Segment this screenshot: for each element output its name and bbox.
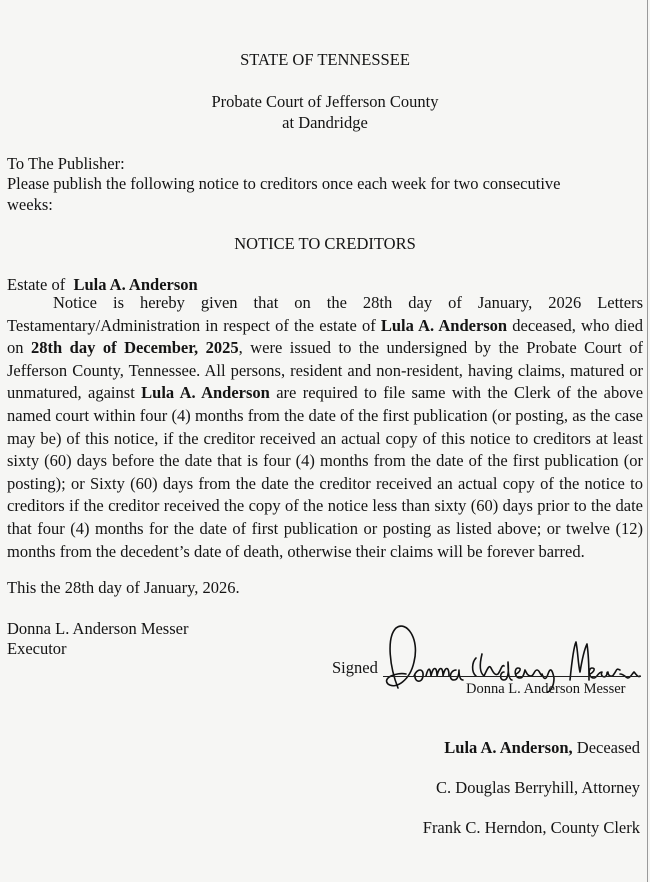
footer-clerk: Frank C. Herndon, County Clerk — [422, 818, 640, 837]
court-location: at Dandridge — [282, 113, 368, 132]
signed-label: Signed — [332, 658, 378, 677]
footer-decedent-status: Deceased — [576, 738, 640, 757]
body-part-2: deceased, who died on — [7, 315, 644, 358]
body-decedent-2: Lula A. Anderson — [141, 383, 270, 403]
dated-line: This the 28th day of January, 2026. — [7, 578, 240, 597]
state-heading: STATE OF TENNESSEE — [240, 50, 410, 69]
signer-printed-name: Donna L. Anderson Messer — [466, 681, 626, 697]
body-part-4: are required to file same with the Clerk of the above named court within four (4) months from the date of the first publication (or posting, as the case may be) of this notice, if the creditor received an actual copy of this notice to creditors at least sixty (60) days before the date that is four (4) months from the date of the first publication (or posting); or Sixty (60) days from the date the creditor received an actual copy of the notice to creditors if the creditor received the copy of the notice less than sixty (60) days prior to the date that four (4) months for the date of first publication or posting as listed above; or twelve (12) months from the decedent’s date of death, otherwise their claims will be forever barred. — [7, 383, 644, 561]
footer-decedent-name: Lula A. Anderson, — [444, 738, 573, 757]
body-part-1: Notice is hereby given that on the 28th day of January, 2026 Letters Testamentary/Administration in respect of the estate of — [7, 293, 643, 335]
footer-decedent — [444, 738, 640, 758]
notice-body — [7, 292, 643, 563]
notice-title: NOTICE TO CREDITORS — [234, 234, 416, 253]
executor-role: Executor — [7, 639, 67, 658]
body-part-3: , were issued to the undersigned by the Probate Court of Jefferson County, Tennessee. All persons, resident and non-resident, having claims, matured or unmatured, against — [7, 338, 643, 403]
publisher-instruction-1: Please publish the following notice to creditors once each week for two consecutive — [7, 174, 561, 193]
estate-decedent: Lula A. Anderson — [73, 275, 198, 294]
publisher-salutation: To The Publisher: — [7, 154, 125, 173]
body-decedent-1: Lula A. Anderson — [380, 315, 508, 335]
executor-name: Donna L. Anderson Messer — [7, 619, 189, 638]
footer-attorney: C. Douglas Berryhill, Attorney — [436, 778, 640, 797]
court-heading: Probate Court of Jefferson County — [211, 92, 439, 111]
estate-label: Estate of — [7, 275, 66, 294]
signature-line — [383, 676, 641, 677]
publisher-instruction-2: weeks: — [7, 195, 53, 214]
body-death-date: 28th day of December, 2025 — [31, 338, 239, 358]
